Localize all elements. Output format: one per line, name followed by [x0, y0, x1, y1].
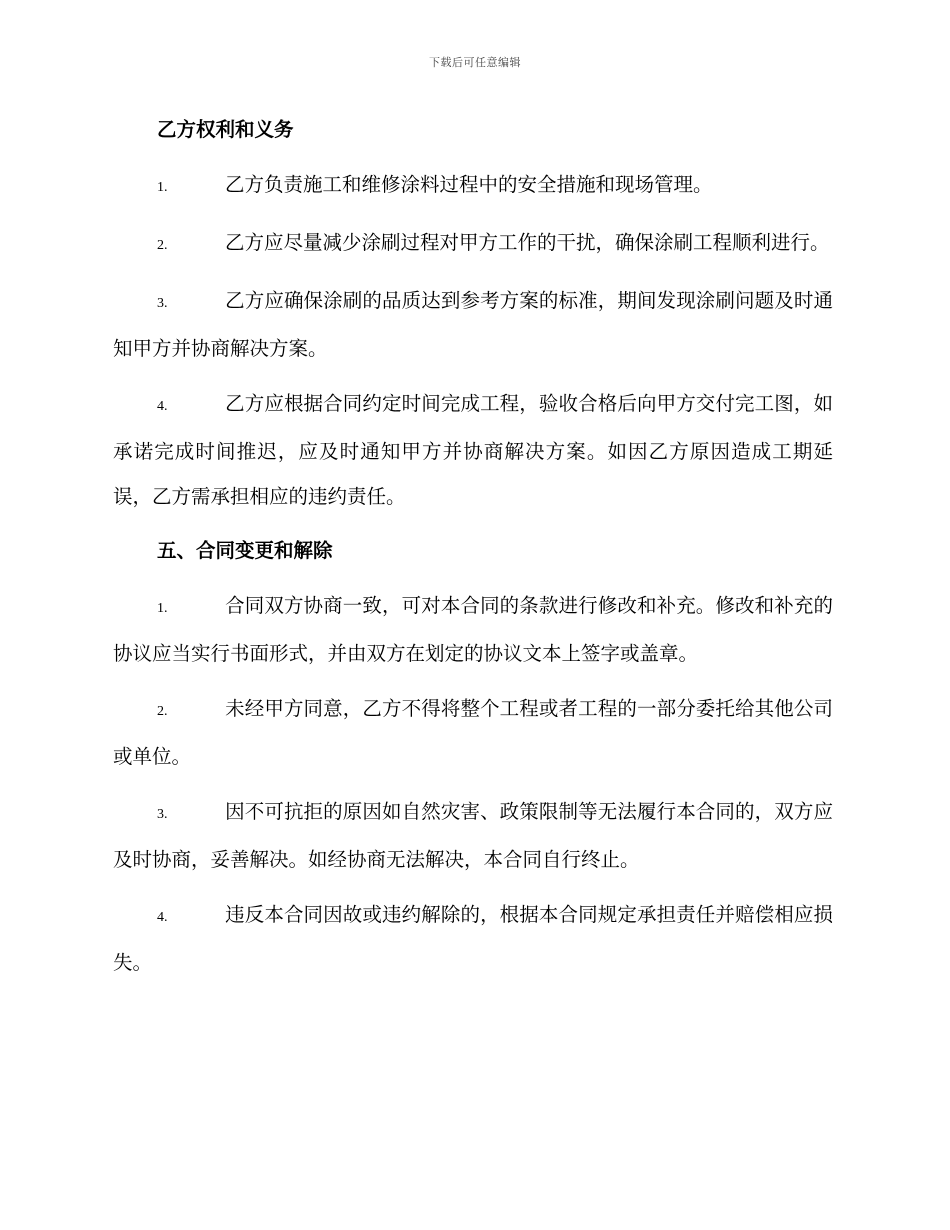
clause-text: 未经甲方同意，乙方不得将整个工程或者工程的一部分委托给其他公司或单位。 — [113, 697, 833, 768]
clause-text: 因不可抗拒的原因如自然灾害、政策限制等无法履行本合同的，双方应及时协商，妥善解决。如经协商无法解决，本合同自行终止。 — [113, 800, 833, 871]
clause-b-2 — [113, 220, 833, 268]
clause-change-3 — [113, 789, 833, 882]
clause-number: 1. — [157, 601, 168, 616]
clause-change-1 — [113, 583, 833, 676]
clause-number: 3. — [157, 807, 168, 822]
clause-b-4 — [113, 381, 833, 519]
clause-b-3 — [113, 278, 833, 371]
clause-change-4 — [113, 892, 833, 985]
clause-number: 4. — [157, 910, 168, 925]
clause-text: 违反本合同因故或违约解除的，根据本合同规定承担责任并赔偿相应损失。 — [113, 903, 833, 974]
clause-change-2 — [113, 686, 833, 779]
clause-number: 1. — [157, 180, 168, 195]
page-header: 下载后可任意编辑 — [429, 56, 521, 69]
clause-number: 4. — [157, 399, 168, 414]
document-body — [113, 108, 833, 985]
clause-b-1 — [113, 162, 833, 210]
clause-number: 3. — [157, 296, 168, 311]
clause-number: 2. — [157, 238, 168, 253]
section-heading-contract-change: 五、合同变更和解除 — [157, 539, 333, 562]
clause-text: 乙方应根据合同约定时间完成工程，验收合格后向甲方交付完工图，如承诺完成时间推迟，应及时通知甲方并协商解决方案。如因乙方原因造成工期延误，乙方需承担相应的违约责任。 — [113, 392, 833, 508]
section-heading-party-b-rights: 乙方权利和义务 — [157, 118, 294, 141]
clause-text: 乙方应尽量减少涂刷过程对甲方工作的干扰，确保涂刷工程顺利进行。 — [225, 231, 830, 254]
clause-text: 乙方负责施工和维修涂料过程中的安全措施和现场管理。 — [225, 173, 713, 196]
clause-text: 合同双方协商一致，可对本合同的条款进行修改和补充。修改和补充的协议应当实行书面形式，并由双方在划定的协议文本上签字或盖章。 — [113, 594, 833, 665]
clause-text: 乙方应确保涂刷的品质达到参考方案的标准，期间发现涂刷问题及时通知甲方并协商解决方案。 — [113, 289, 833, 360]
clause-number: 2. — [157, 704, 168, 719]
